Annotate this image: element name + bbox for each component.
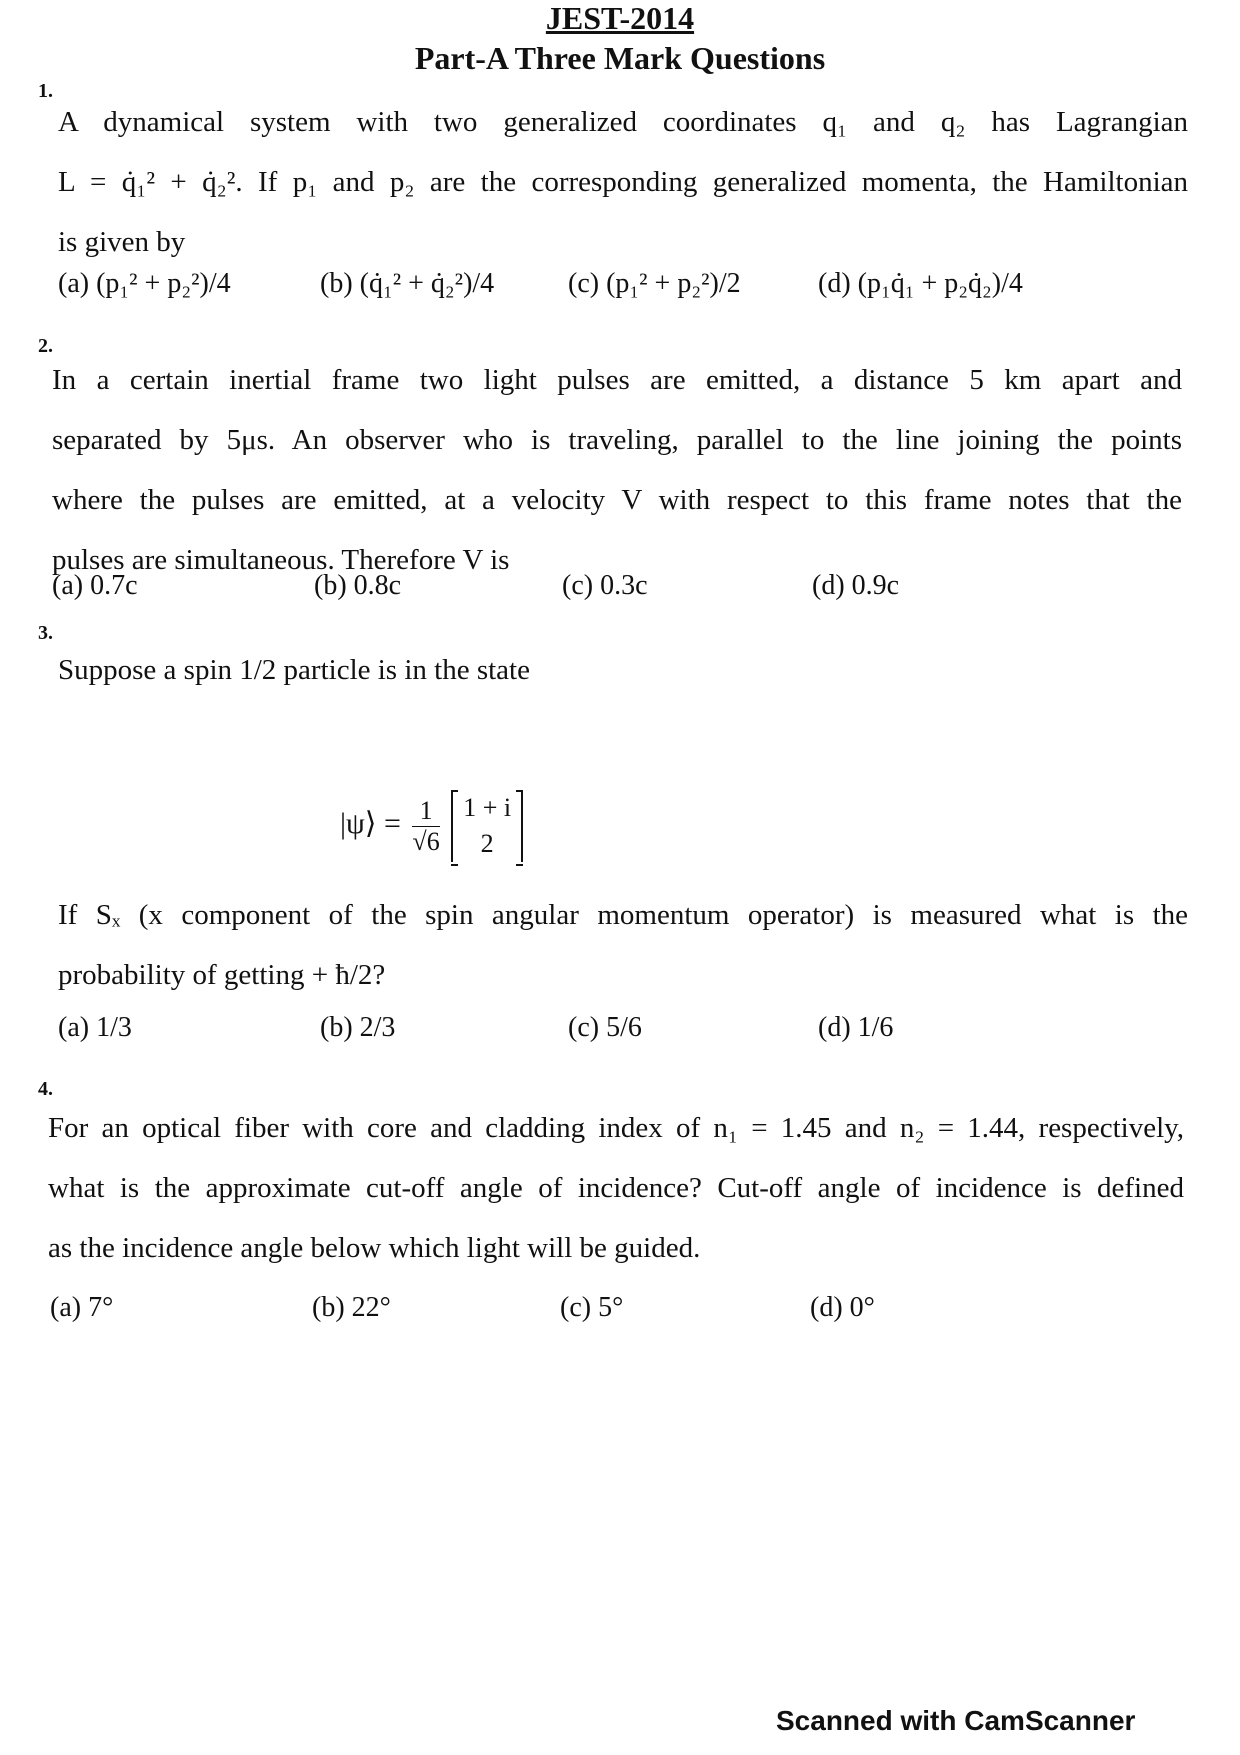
vector-bottom: 2 — [480, 829, 494, 858]
question-line: probability of getting + ħ/2? — [58, 959, 386, 991]
normalization-fraction — [412, 796, 439, 857]
option-c: (c) 0.3c — [562, 570, 648, 601]
option-d: (d) 1/6 — [818, 1012, 894, 1043]
option-d: (d) 0° — [810, 1292, 875, 1323]
question-line: In a certain inertial frame two light pulses are emitted, a distance 5 km apart and — [52, 364, 1182, 396]
question-line: For an optical fiber with core and cladding index of n₁ = 1.45 and n₂ = 1.44, respectively, — [48, 1112, 1184, 1144]
option-d: (d) 0.9c — [812, 570, 900, 601]
option-b: (b) 22° — [312, 1292, 391, 1323]
question-line: A dynamical system with two generalized coordinates q₁ and q₂ has Lagrangian — [58, 106, 1188, 138]
option-b: (b) 2/3 — [320, 1012, 396, 1043]
question-1-text — [58, 92, 1188, 272]
section-title: Part-A Three Mark Questions — [414, 40, 826, 76]
question-number: 3. — [38, 622, 53, 644]
fraction-numerator: 1 — [412, 796, 439, 827]
ket-psi: |ψ⟩ = — [340, 806, 401, 840]
question-line: Suppose a spin 1/2 particle is in the state — [58, 654, 530, 686]
vector-top: 1 + i — [463, 793, 512, 822]
column-vector — [451, 790, 523, 862]
state-vector — [340, 790, 523, 862]
question-3-text — [58, 640, 1188, 700]
fraction-denominator: √6 — [412, 826, 440, 856]
question-line: as the incidence angle below which light will be guided. — [48, 1232, 701, 1264]
question-number: 4. — [38, 1078, 53, 1100]
option-a: (a) 0.7c — [52, 570, 138, 601]
question-line: L = q̇₁² + q̇₂². If p₁ and p₂ are the corresponding generalized momenta, the Hamiltonian — [58, 166, 1188, 198]
question-1-options — [58, 268, 1188, 308]
option-b: (b) 0.8c — [314, 570, 402, 601]
option-a: (a) 1/3 — [58, 1012, 132, 1043]
scanner-watermark: Scanned with CamScanner — [776, 1705, 1136, 1736]
option-a: (a) (p₁² + p₂²)/4 — [58, 268, 231, 299]
question-line: If Sₓ (x component of the spin angular momentum operator) is measured what is the — [58, 899, 1188, 931]
option-d: (d) (p₁q̇₁ + p₂q̇₂)/4 — [818, 268, 1023, 299]
question-line: separated by 5μs. An observer who is traveling, parallel to the line joining the points — [52, 424, 1182, 456]
question-2-options — [52, 570, 1182, 610]
option-c: (c) 5° — [560, 1292, 624, 1323]
question-number: 1. — [38, 80, 53, 102]
question-3-text-after — [58, 885, 1188, 1005]
question-line: is given by — [58, 226, 186, 258]
option-a: (a) 7° — [50, 1292, 114, 1323]
question-line: pulses are simultaneous. Therefore V is — [52, 544, 510, 576]
exam-title: JEST-2014 — [545, 0, 695, 36]
option-c: (c) (p₁² + p₂²)/2 — [568, 268, 741, 299]
question-line: where the pulses are emitted, at a velocity V with respect to this frame notes that the — [52, 484, 1182, 516]
question-4-options — [50, 1292, 1180, 1332]
option-c: (c) 5/6 — [568, 1012, 642, 1043]
question-3-options — [58, 1012, 1188, 1052]
question-line: what is the approximate cut-off angle of incidence? Cut-off angle of incidence is defined — [48, 1172, 1184, 1204]
question-number: 2. — [38, 335, 53, 357]
question-2-text — [52, 350, 1182, 590]
question-4-text — [48, 1098, 1184, 1278]
option-b: (b) (q̇₁² + q̇₂²)/4 — [320, 268, 495, 299]
